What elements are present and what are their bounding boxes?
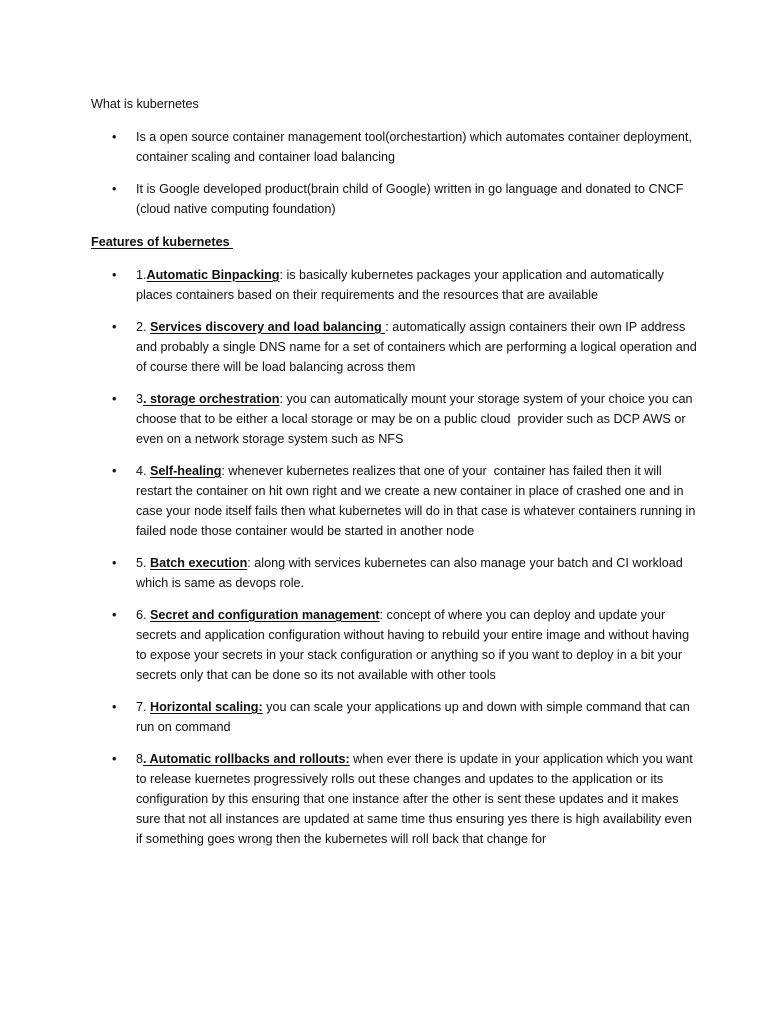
feature-item	[91, 697, 698, 737]
feature-description: : concept of where you can deploy and update your secrets and application configuration without having to rebuild your entire image and without having to expose your secrets in your stack configuration or anything so if you want to deploy in a bit your secrets only that can be done so its not available with other tools	[136, 608, 693, 682]
feature-description: : you can automatically mount your storage system of your choice you can choose that to be either a local storage or may be on a public cloud provider such as DCP AWS or even on a network storage system such as NFS	[136, 392, 696, 446]
feature-description: you can scale your applications up and down with simple command that can run on command	[136, 700, 694, 734]
bullet-icon: •	[112, 182, 117, 196]
feature-number: 4.	[136, 464, 151, 478]
bullet-icon: •	[112, 320, 117, 334]
features-heading: Features of kubernetes	[91, 235, 234, 249]
feature-description: when ever there is update in your application which you want to release kuernetes progressively rolls out these changes and updates to the application or its configuration by this ensuring that one instance after the other is sent these updates and it makes sure that not all instances are updated at same time thus ensuring yes there is high availability even if something goes wrong then the kubernetes will roll back that change for	[136, 752, 697, 846]
intro-list	[91, 127, 698, 219]
feature-number: 8	[136, 752, 144, 766]
feature-number: 2.	[136, 320, 151, 334]
feature-description: : is basically kubernetes packages your application and automatically places containers based on their requirements and the resources that are available	[136, 268, 668, 302]
feature-description: : whenever kubernetes realizes that one of your container has failed then it will restart the container on hit own right and we create a new container in place of crashed one and in case your node itself fails then what kubernetes will do in that case is whatever containers running in failed node those container would be started in another node	[136, 464, 699, 538]
feature-item	[91, 553, 698, 593]
feature-description: : automatically assign containers their own IP address and probably a single DNS name for a set of containers which are performing a logical operation and of course there will be load balancing across them	[136, 320, 701, 374]
feature-title: Batch execution	[150, 556, 248, 570]
feature-title: . Automatic rollbacks and rollouts:	[143, 752, 350, 766]
feature-title: Secret and configuration management	[150, 608, 380, 622]
feature-title: Automatic Binpacking	[146, 268, 280, 282]
list-item-text: Is a open source container management tool(orchestartion) which automates container deployment, container scaling and container load balancing	[136, 130, 692, 164]
bullet-icon: •	[112, 268, 117, 282]
feature-number: 1.	[136, 268, 147, 282]
feature-item	[91, 749, 698, 849]
list-item-text: It is Google developed product(brain child of Google) written in go language and donated to CNCF (cloud native computing foundation)	[136, 182, 684, 216]
feature-title: Services discovery and load balancing	[150, 320, 386, 334]
bullet-icon: •	[112, 700, 117, 714]
feature-number: 3	[136, 392, 144, 406]
bullet-icon: •	[112, 556, 117, 570]
feature-number: 6.	[136, 608, 151, 622]
feature-item	[91, 389, 698, 449]
list-item	[91, 179, 698, 219]
bullet-icon: •	[112, 130, 117, 144]
list-item	[91, 127, 698, 167]
feature-item	[91, 461, 698, 541]
bullet-icon: •	[112, 392, 117, 406]
feature-item	[91, 605, 698, 685]
features-list	[91, 265, 701, 849]
bullet-icon: •	[112, 608, 117, 622]
document-title: What is kubernetes	[91, 97, 199, 111]
feature-number: 7.	[136, 700, 151, 714]
bullet-icon: •	[112, 752, 117, 766]
feature-title: Self-healing	[150, 464, 222, 478]
feature-item	[91, 317, 701, 377]
bullet-icon: •	[112, 464, 117, 478]
feature-title: . storage orchestration	[143, 392, 280, 406]
feature-title: Horizontal scaling:	[150, 700, 263, 714]
feature-description: : along with services kubernetes can also manage your batch and CI workload which is same as devops role.	[136, 556, 687, 590]
feature-number: 5.	[136, 556, 151, 570]
feature-item	[91, 265, 698, 305]
